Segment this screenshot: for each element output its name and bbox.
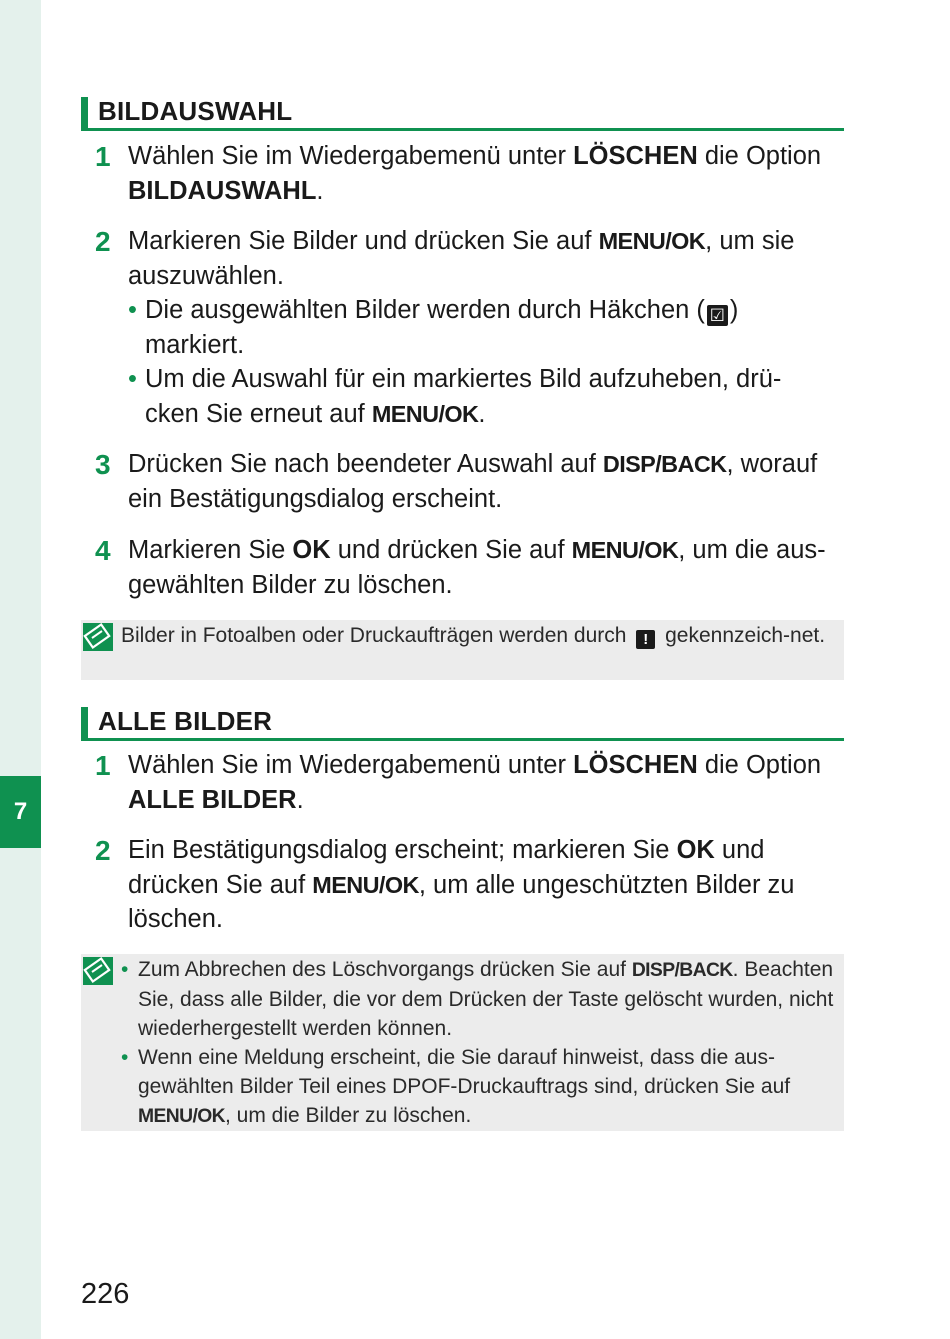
list-item: • Zum Abbrechen des Löschvorgangs drücken Sie auf DISP/BACK. Beachten Sie, dass alle Bilder, die vor dem Drücken der Taste gelöscht wurden, nicht wiederhergestellt werden können. bbox=[121, 955, 836, 1043]
note-pencil-icon bbox=[83, 623, 113, 651]
step-2 bbox=[95, 224, 855, 431]
step-number: 1 bbox=[95, 141, 111, 172]
page-number: 226 bbox=[81, 1278, 130, 1310]
list-item: • Die ausgewählten Bilder werden durch Häkchen ( ☑ ) markiert. bbox=[128, 293, 785, 362]
note-box bbox=[81, 954, 844, 1131]
menu-ok-key: MENU/OK bbox=[371, 400, 479, 427]
section-title: BILDAUSWAHL bbox=[98, 96, 293, 126]
step-number: 2 bbox=[95, 835, 111, 866]
disp-back-key: DISP/BACK bbox=[602, 451, 727, 477]
checkmark-icon: ☑ bbox=[707, 305, 728, 326]
note-box bbox=[81, 620, 844, 680]
section-heading-alle-bilder bbox=[81, 707, 844, 741]
section-heading-bildauswahl bbox=[81, 97, 844, 131]
step-number: 2 bbox=[95, 226, 111, 257]
step-text: Wählen Sie im Wiedergabemenü unter LÖSCHEN die Option BILDAUSWAHL. bbox=[128, 142, 822, 205]
list-item: • Wenn eine Meldung erscheint, die Sie darauf hinweist, dass die aus-gewählten Bilder Teil eines DPOF-Druckauftrags sind, drücken Sie auf MENU/OK, um die Bilder zu löschen. bbox=[121, 1043, 836, 1131]
note-pencil-icon bbox=[83, 957, 113, 985]
menu-ok-key: MENU/OK bbox=[598, 228, 706, 254]
step-number: 4 bbox=[95, 535, 111, 566]
step-text: Ein Bestätigungsdialog erscheint; markieren Sie OK und drücken Sie auf MENU/OK, um alle ungeschützten Bilder zu löschen. bbox=[128, 836, 795, 933]
menu-ok-key: MENU/OK bbox=[138, 1106, 225, 1127]
step-1 bbox=[95, 748, 855, 817]
disp-back-key: DISP/BACK bbox=[631, 960, 733, 981]
step-4 bbox=[95, 533, 855, 602]
chapter-number: 7 bbox=[13, 798, 28, 825]
step-number: 3 bbox=[95, 449, 111, 480]
step-text: Markieren Sie Bilder und drücken Sie auf MENU/OK, um sie auszuwählen. • Die ausgewählten Bilder werden durch Häkchen ( ☑ ) markiert. • Um die Auswahl für ein markiertes Bild aufzuheben, drü-cken Sie erneut auf MENU/OK. bbox=[128, 224, 855, 431]
step-2 bbox=[95, 833, 855, 937]
step-3 bbox=[95, 447, 855, 516]
exclamation-icon: ! bbox=[636, 630, 655, 649]
step-number: 1 bbox=[95, 750, 111, 781]
menu-ok-key: MENU/OK bbox=[571, 537, 679, 563]
menu-ok-key: MENU/OK bbox=[312, 871, 419, 898]
side-strip bbox=[0, 0, 41, 1339]
step-text: Drücken Sie nach beendeter Auswahl auf DISP/BACK, worauf ein Bestätigungsdialog erscheint. bbox=[128, 450, 818, 513]
note-text: Bilder in Fotoalben oder Druckaufträgen werden durch ! gekennzeich-net. bbox=[121, 624, 826, 648]
step-text: Markieren Sie OK und drücken Sie auf MENU/OK, um die aus-gewählten Bilder zu löschen. bbox=[128, 536, 826, 599]
list-item: • Um die Auswahl für ein markiertes Bild aufzuheben, drü-cken Sie erneut auf MENU/OK. bbox=[128, 362, 835, 431]
chapter-tab bbox=[0, 776, 41, 848]
note-text bbox=[121, 954, 836, 1131]
step-1 bbox=[95, 139, 855, 208]
section-title: ALLE BILDER bbox=[98, 706, 273, 736]
step-text: Wählen Sie im Wiedergabemenü unter LÖSCHEN die Option ALLE BILDER. bbox=[128, 751, 822, 814]
